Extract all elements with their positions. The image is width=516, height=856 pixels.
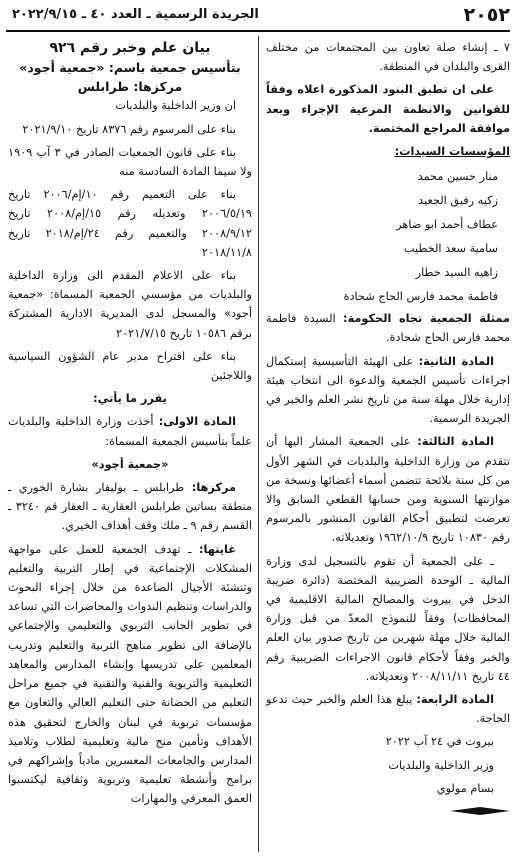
article-2 bbox=[266, 352, 510, 429]
founder-name: زاهيه السيد خطار bbox=[415, 266, 498, 280]
preamble-5: بناء على اقتراح مدير عام الشؤون السياسية واللاجئين bbox=[8, 349, 252, 383]
preamble-1: بناء على المرسوم رقم ٨٣٧٦ تاريخ ٢٠٢١/٩/١٠ bbox=[22, 122, 236, 136]
founder-name: سامية سعد الخطيب bbox=[403, 242, 498, 256]
left-column bbox=[8, 38, 252, 813]
goals-label: غايتها: bbox=[198, 542, 236, 556]
header-rule bbox=[6, 30, 510, 32]
commitment-clause: على ان تطبق البنود المذكورة اعلاه وفقاً للقوانين والانظمة المرعية الإجراء وبعد موافقة المراجع المختصة. bbox=[266, 83, 510, 135]
representative-text: السيدة فاطمة محمد فارس الحاج شحادة. bbox=[266, 312, 510, 345]
end-ornament bbox=[450, 807, 510, 815]
article-3-label: المادة الثالثة: bbox=[417, 435, 494, 449]
notice-title: بيان علم وخبر رقم ٩٢٦ bbox=[49, 40, 211, 56]
association-name: «جمعية أجود» bbox=[91, 457, 169, 471]
article-4-text: يبلغ هذا العلم والخبر حيث تدعو الحاجة. bbox=[266, 693, 510, 726]
running-title: الجريدة الرسمية ـ العدد ٤٠ ـ ٢٠٢٢/٩/١٥ bbox=[12, 7, 259, 22]
goals bbox=[8, 540, 252, 809]
founders-heading: المؤسسات السيدات: bbox=[394, 145, 510, 159]
goals-text: ـ تهدف الجمعية للعمل على مواجهة المشكلات الإجتماعية في إطار التربية والتعليم وتنشئة الأجيال الصاعدة من خلال إجراء البحوث والدراسات وتنظيم الندوات والمحاضرات التي تساعد في تطوير الجانب التربوي والتعليمي والإجتماعي بالإضافة الى تطوير مناهج التربية والتعليم وتدريب المعلمين على تدريسها وإنشاء المدارس والمعاهد التعليمية والتربوية والفنية والتقنية في جميع مراحل التعليم من الحضانة حتى التعليم العالي والتعاون مع مؤسسات تربوية في لبنان والخارج لتحقيق هذه الأهداف وتأمين منح مالية وتعليمية لطلاب وتلاميذ المدارس والجامعات المعسرين مادياً وإشراكهم في برامج وأنشطة تعليمية وتربوية وثقافية ليكتسبوا العمق المعرفي والمهارات bbox=[8, 542, 252, 806]
representative-label: ممثلة الجمعية تجاه الحكومة: bbox=[343, 312, 510, 326]
page-header bbox=[4, 4, 512, 28]
headquarters-text: طرابلس ـ بوليفار بشارة الخوري ـ منطقة بساتين طرابلس العقارية ـ العقار قم ٣٢٤٠ ـ القسم رقم ٩ ـ ملك وقف أهداف الخيري. bbox=[8, 481, 252, 533]
column-divider bbox=[258, 36, 259, 852]
preamble-4: بناء على الاعلام المقدم الى وزارة الداخلية والبلديات من مؤسسي الجمعية المسماة: «جمعية أجود» والمسجل لدى المديرية الادارية المشتركة برقم ١٠٥٨٦ تاريخ ٢٠٢١/٧/١٥ bbox=[8, 269, 252, 340]
page-number: ٢٠٥٢ bbox=[463, 4, 510, 26]
headquarters-label: مركزها: bbox=[191, 481, 237, 495]
article-2-label: المادة الثانية: bbox=[418, 354, 494, 368]
signer-title: وزير الداخلية والبلديات bbox=[388, 758, 494, 772]
representative bbox=[266, 309, 510, 347]
article-3 bbox=[266, 432, 510, 547]
article-1-label: المادة الاولى: bbox=[158, 415, 237, 429]
place-date: بيروت في ٢٤ آب ٢٠٢٢ bbox=[385, 735, 494, 749]
founders-list bbox=[266, 165, 510, 309]
notice-hq: مركزها: طرابلس bbox=[77, 79, 183, 95]
preamble-2: بناء على قانون الجمعيات الصادر في ٣ آب ١٩٠٩ ولا سيما المادة السادسة منه bbox=[8, 145, 252, 179]
headquarters bbox=[8, 478, 252, 536]
notice-subtitle: بتأسيس جمعية باسم: «جمعية أجود» bbox=[19, 60, 241, 75]
article-2-text: على الهيئة التأسيسية إستكمال اجراءات تأسيس الجمعية والدعوة الى انتخاب هيئة إدارية خلال مهلة سنة من تاريخ نشر العلم والخبر في الجريدة الرسمية. bbox=[266, 354, 510, 426]
article-4 bbox=[266, 690, 510, 728]
founder-name: عطاف أحمد ابو ضاهر bbox=[396, 218, 498, 232]
founder-name: منار حسين محمد bbox=[417, 170, 498, 184]
article-3-text: على الجمعية المشار اليها أن تتقدم من وزارة الداخلية والبلديات في الشهر الأول من كل سنة بلائحة تتضمن أسماء أعضائها ونسخة من موازنتها السنوية ومن حسابها القطعي السابق والا تعرضت لتطبيق أحكام القانون المنشور بالمرسوم رقم ١٠٨٣٠ تاريخ ١٩٦٢/١٠/٩ وتعديلاته. bbox=[266, 435, 510, 545]
article-1 bbox=[8, 412, 252, 450]
item-7: ٧ ـ إنشاء صلة تعاون بين المجتمعات من مختلف القرى والبلدان في المنطقة. bbox=[266, 41, 510, 74]
intro: ان وزير الداخلية والبلديات bbox=[115, 99, 236, 113]
article-1-text: أخذت وزارة الداخلية والبلديات علماً بتأسيس الجمعية المسماة: bbox=[8, 415, 252, 448]
founder-name: فاطمة محمد فارس الحاج شحادة bbox=[343, 290, 498, 304]
article-4-label: المادة الرابعة: bbox=[416, 693, 494, 707]
signer-name: بسام مولوي bbox=[436, 781, 494, 795]
decides: يقرر ما يأتي: bbox=[93, 392, 167, 406]
tax-registration-clause: ـ على الجمعية أن تقوم بالتسجيل لدى وزارة المالية ـ الوحدة الضريبية المختصة (دائرة ضريبة الدخل في بيروت والمصالح المالية الاقليمية في المحافظات) وفقاً للنموذج المعدّ من قبل وزارة المالية خلال مهلة شهرين من تاريخ صدور بيان العلم والخبر وفقاً لأحكام قانون الاجراءات الضريبية رقم ٤٤ تاريخ ٢٠٠٨/١١/١١ وتعديلاته. bbox=[266, 554, 510, 683]
preamble-3: بناء على التعميم رقم ١٠/إم/٢٠٠٦ تاريخ ٢٠٠٦/٥/١٩ وتعديله رقم ١٥/إم/٢٠٠٨ تاريخ ٢٠٠٨/٩/١٢ والتعميم رقم ٢٤/إم/٢٠١٨ تاريخ ٢٠١٨/١١/٨ bbox=[8, 188, 252, 259]
right-column bbox=[266, 38, 510, 821]
founder-name: زكيه رفيق الجعيد bbox=[418, 194, 498, 208]
